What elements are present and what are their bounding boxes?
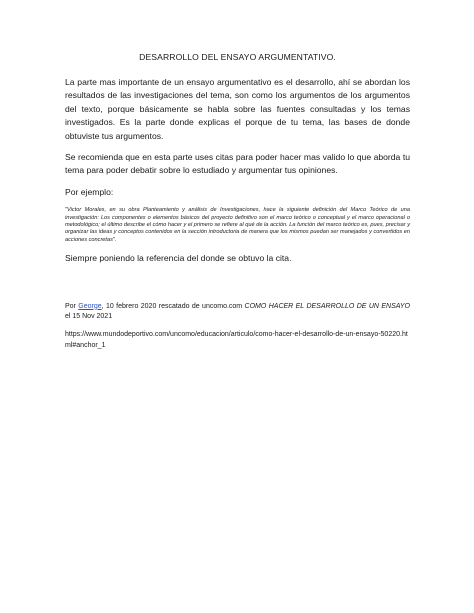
citation-work-title: COMO HACER EL DESARROLLO DE UN ENSAYO <box>244 302 410 310</box>
document-body <box>65 52 410 352</box>
example-quote: "Victor Morales, en su obra Planteamiento y análisis de Investigaciones, hace la siguiente definición del Marco Teórico de una investigación: Los componentes o elementos básicos del proyecto definitivo son el marco teórico o conceptual y el marco operacional o metodológico; el último describe el cómo hacer y el primero se refiere al qué de la acción. La función del marco teórico es, pues, precisar y organizar las ideas y conceptos contenidos en la sección introductoria de manera que los mismos puedan ser manejados y convertidos en acciones concretas". <box>65 207 410 243</box>
document-title: DESARROLLO DEL ENSAYO ARGUMENTATIVO. <box>139 52 336 62</box>
citation-suffix: el 15 Nov 2021 <box>65 313 113 321</box>
citation-author-link[interactable]: George <box>78 302 102 310</box>
example-label: Por ejemplo: <box>65 186 114 197</box>
spacer <box>65 274 410 302</box>
closing-note: Siempre poniendo la referencia del donde se obtuvo la cita. <box>65 253 292 264</box>
paragraph-intro: La parte mas importante de un ensayo argumentativo es el desarrollo, ahí se abordan los resultados de las investigaciones del tema, son como los argumentos de los argumentos del texto, porque básicamente se habla sobre las fuentes consultadas y los temas investigados. Es la parte donde explicas el porque de tu tema, las bases de donde obtuviste tus argumentos. <box>65 77 410 141</box>
reference-url[interactable]: https://www.mundodeportivo.com/uncomo/educacion/articulo/como-hacer-el-desarrollo-de-un-ensayo-50220.html#anchor_1 <box>65 331 408 350</box>
reference-citation <box>65 302 410 324</box>
citation-middle: , 10 febrero 2020 rescatado de uncomo.com <box>101 302 245 310</box>
paragraph-recommendation: Se recomienda que en esta parte uses citas para poder hacer mas valido lo que aborda tu tema para poder debatir sobre lo estudiado y argumentar tus opiniones. <box>65 152 410 176</box>
citation-prefix: Por <box>65 302 79 310</box>
